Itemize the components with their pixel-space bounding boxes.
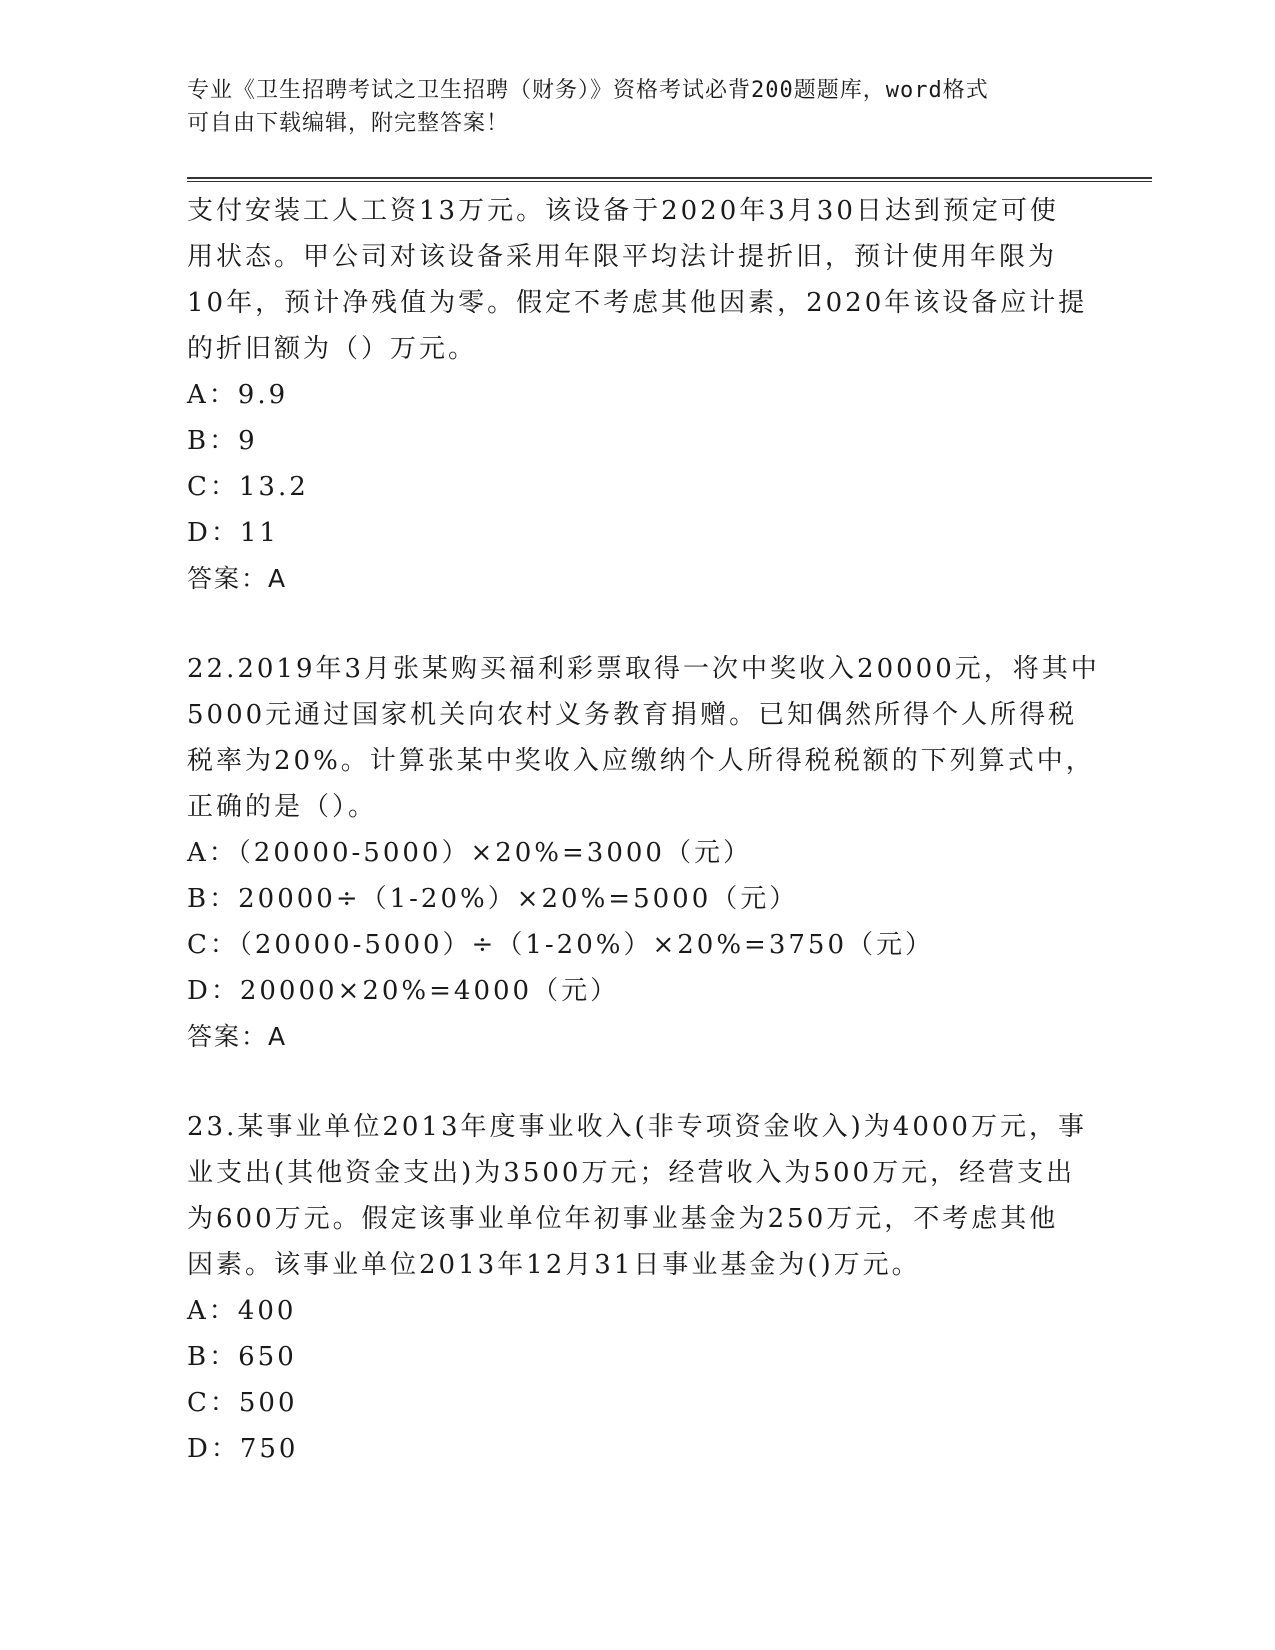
option-d: D：20000×20%=4000（元） bbox=[187, 976, 620, 1006]
option-b: B：9 bbox=[187, 426, 258, 456]
question-stem-line: 支付安装工人工资13万元。该设备于2020年3月30日达到预定可使 bbox=[187, 196, 1059, 226]
question-stem-line: 5000元通过国家机关向农村义务教育捐赠。已知偶然所得个人所得税 bbox=[187, 700, 1078, 730]
question-stem-line: 业支出(其他资金支出)为3500万元；经营收入为500万元，经营支出 bbox=[187, 1158, 1076, 1188]
question-list bbox=[187, 188, 1100, 1472]
question-stem-line: 的折旧额为（）万元。 bbox=[187, 334, 478, 364]
question-block bbox=[187, 646, 1100, 1060]
header-title-line-2: 可自由下载编辑，附完整答案！ bbox=[187, 111, 510, 136]
header-divider bbox=[187, 177, 1152, 182]
question-block bbox=[187, 188, 1087, 602]
question-stem-line: 因素。该事业单位2013年12月31日事业基金为()万元。 bbox=[187, 1250, 921, 1280]
page-header bbox=[187, 74, 1067, 140]
question-spacer bbox=[187, 602, 1087, 646]
option-d: D：11 bbox=[187, 518, 279, 548]
option-c: C：13.2 bbox=[187, 472, 309, 502]
question-stem-line: 为600万元。假定该事业单位年初事业基金为250万元，不考虑其他 bbox=[187, 1204, 1059, 1234]
question-spacer bbox=[187, 1060, 1087, 1104]
option-b: B：650 bbox=[187, 1342, 297, 1372]
option-a: A：9.9 bbox=[187, 380, 289, 410]
question-stem-line: 用状态。甲公司对该设备采用年限平均法计提折旧，预计使用年限为 bbox=[187, 242, 1058, 272]
option-a: A：400 bbox=[187, 1296, 297, 1326]
question-stem-line: 23.某事业单位2013年度事业收入(非专项资金收入)为4000万元，事 bbox=[187, 1112, 1087, 1142]
question-stem-line: 税率为20%。计算张某中奖收入应缴纳个人所得税税额的下列算式中， bbox=[187, 746, 1095, 776]
question-block bbox=[187, 1104, 1087, 1472]
answer-line: 答案：A bbox=[187, 1022, 288, 1051]
question-stem-line: 22.2019年3月张某购买福利彩票取得一次中奖收入20000元，将其中 bbox=[187, 654, 1100, 684]
option-c: C：（20000-5000）÷（1-20%）×20%=3750（元） bbox=[187, 930, 934, 960]
answer-line: 答案：A bbox=[187, 564, 288, 593]
option-d: D：750 bbox=[187, 1434, 299, 1464]
option-a: A：（20000-5000）×20%=3000（元） bbox=[187, 838, 752, 868]
question-stem-line: 10年，预计净残值为零。假定不考虑其他因素，2020年该设备应计提 bbox=[187, 288, 1088, 318]
header-title-line-1: 专业《卫生招聘考试之卫生招聘（财务）》资格考试必背200题题库，word格式 bbox=[187, 78, 989, 103]
option-c: C：500 bbox=[187, 1388, 298, 1418]
question-stem-line: 正确的是（）。 bbox=[187, 792, 378, 822]
option-b: B：20000÷（1-20%）×20%=5000（元） bbox=[187, 884, 799, 914]
